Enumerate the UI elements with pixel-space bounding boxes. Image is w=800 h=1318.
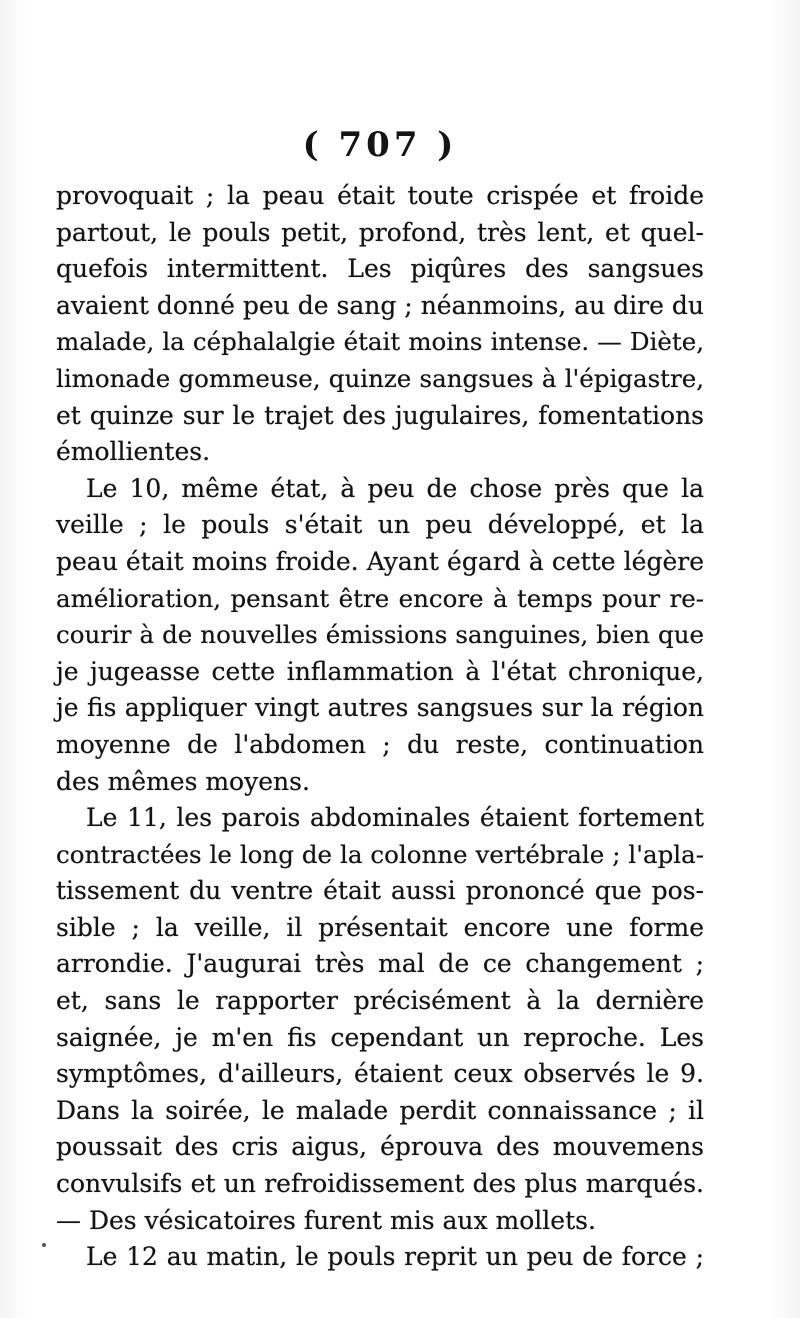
text-line: sible ; la veille, il présentait encore une forme: [56, 912, 704, 942]
text-line: contractées le long de la colonne vertébrale ; l'apla-: [56, 839, 704, 869]
text-line: courir à de nouvelles émissions sanguines, bien que: [56, 620, 704, 650]
text-line: tissement du ventre était aussi prononcé que pos-: [56, 876, 704, 906]
text-line: des mêmes moyens.: [56, 766, 310, 796]
text-line: partout, le pouls petit, profond, très lent, et quel-: [56, 217, 704, 247]
text-line: avaient donné peu de sang ; néanmoins, au dire du: [56, 290, 704, 320]
text-line: Le 11, les parois abdominales étaient fortement: [86, 803, 704, 833]
text-line: provoquait ; la peau était toute crispée et froide: [56, 181, 704, 210]
text-line: je jugeasse cette inflammation à l'état chronique,: [56, 656, 704, 686]
text-line: amélioration, pensant être encore à temps pour re-: [56, 583, 704, 613]
text-line: malade, la céphalalgie était moins intense. — Diète,: [56, 327, 704, 357]
text-line: arrondie. J'augurai très mal de ce changement ;: [56, 949, 704, 979]
text-line: peau était moins froide. Ayant égard à cette légère: [56, 546, 704, 576]
text-line: limonade gommeuse, quinze sangsues à l'épigastre,: [56, 363, 704, 393]
text-line: Le 10, même état, à peu de chose près que la: [86, 473, 704, 503]
text-line: Dans la soirée, le malade perdit connaissance ; il: [56, 1095, 704, 1125]
ink-speck: [42, 1243, 46, 1247]
text-line: et, sans le rapporter précisément à la dernière: [56, 986, 704, 1016]
page-number: ( 707 ): [302, 125, 458, 165]
text-line: symptômes, d'ailleurs, étaient ceux observés le 9.: [56, 1059, 704, 1089]
page-text: [56, 120, 704, 1276]
text-line: veille ; le pouls s'était un peu développé, et la: [56, 510, 704, 540]
text-line: et quinze sur le trajet des jugulaires, fomentations: [56, 400, 704, 430]
text-line: quefois intermittent. Les piqûres des sangsues: [56, 254, 704, 284]
text-line: saignée, je m'en fis cependant un reproche. Les: [56, 1022, 704, 1052]
text-line: je fis appliquer vingt autres sangsues sur la région: [56, 693, 704, 723]
text-line: — Des vésicatoires furent mis aux mollets.: [56, 1205, 596, 1235]
text-line: émollientes.: [56, 437, 211, 467]
text-line: poussait des cris aigus, éprouva des mouvemens: [56, 1132, 704, 1162]
text-line: moyenne de l'abdomen ; du reste, continuation: [56, 729, 704, 759]
text-line: convulsifs et un refroidissement des plus marqués.: [56, 1169, 704, 1199]
text-line: Le 12 au matin, le pouls reprit un peu de force ;: [86, 1242, 704, 1272]
